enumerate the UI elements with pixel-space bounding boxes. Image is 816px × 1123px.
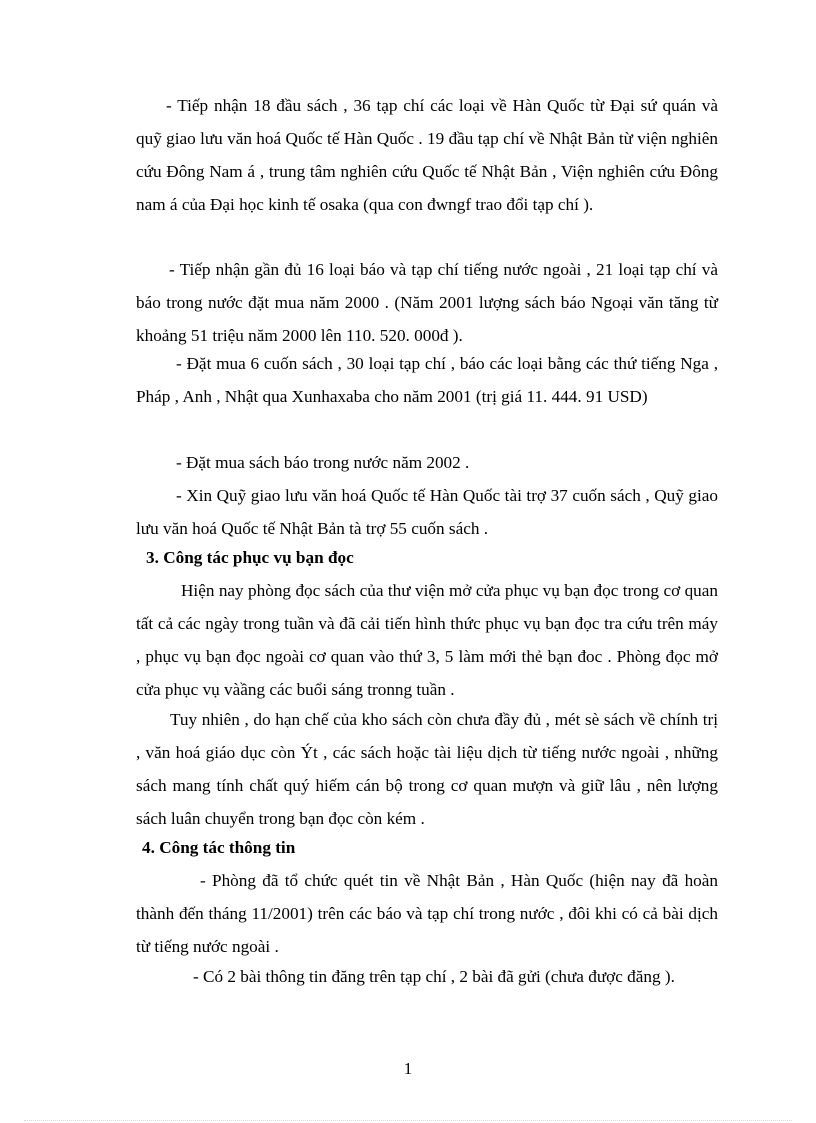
paragraph-reading-room-service: Hiện nay phòng đọc sách của thư viện mở cửa phục vụ bạn đọc trong cơ quan tất cả các ngày trong tuần và đã cải tiến hình thức phục vụ bạn đọc tra cứu trên máy , phục vụ bạn đọc ngoài cơ quan vào thứ 3, 5 làm mới thẻ bạn đoc . Phòng đọc mở cửa phục vụ vàầng các buổi sáng tronng tuần . bbox=[136, 581, 718, 699]
page-number: 1 bbox=[403, 1059, 413, 1078]
paragraph-foreign-newspapers: - Tiếp nhận gần đủ 16 loại báo và tạp chí tiếng nước ngoài , 21 loại tạp chí và báo trong nước đặt mua năm 2000 . (Năm 2001 lượng sách báo Ngoại văn tăng từ khoảng 51 triệu năm 2000 lên 110. 520. 000đ ). bbox=[136, 260, 718, 345]
paragraph-purchase-xunhaxaba: - Đặt mua 6 cuốn sách , 30 loại tạp chí , báo các loại bằng các thứ tiếng Nga , Pháp , Anh , Nhật qua Xunhaxaba cho năm 2001 (trị giá 11. 444. 91 USD) bbox=[136, 354, 718, 406]
paragraph-published-articles: - Có 2 bài thông tin đăng trên tạp chí , 2 bài đã gửi (chưa được đăng ). bbox=[193, 967, 675, 986]
paragraph-foundation-sponsorship: - Xin Quỹ giao lưu văn hoá Quốc tế Hàn Quốc tài trợ 37 cuốn sách , Quỹ giao lưu văn hoá Quốc tế Nhật Bản tà trợ 55 cuốn sách . bbox=[136, 486, 718, 538]
paragraph-domestic-purchase-2002: - Đặt mua sách báo trong nước năm 2002 . bbox=[176, 453, 470, 472]
paragraph-book-reception-korea-japan: - Tiếp nhận 18 đầu sách , 36 tạp chí các loại về Hàn Quốc từ Đại sứ quán và quỹ giao lưu văn hoá Quốc tế Hàn Quốc . 19 đầu tạp chí về Nhật Bản từ viện nghiên cứu Đông Nam á , trung tâm nghiên cứu Quốc tế Nhật Bản , Viện nghiên cứu Đông nam á của Đại học kinh tế osaka (qua con đwngf trao đổi tạp chí ). bbox=[136, 96, 718, 214]
paragraph-limitations: Tuy nhiên , do hạn chế của kho sách còn chưa đầy đủ , mét sè sách về chính trị , văn hoá giáo dục còn Ýt , các sách hoặc tài liệu dịch từ tiếng nước ngoài , những sách mang tính chất quý hiếm cán bộ trong cơ quan mượn và giữ lâu , nên lượng sách luân chuyển trong bạn đọc còn kém . bbox=[136, 710, 718, 828]
paragraph-news-scanning: - Phòng đã tổ chức quét tin về Nhật Bản , Hàn Quốc (hiện nay đã hoàn thành đến tháng 11/2001) trên các báo và tạp chí trong nước , đôi khi có cả bài dịch từ tiếng nước ngoài . bbox=[136, 871, 718, 956]
page-bottom-divider bbox=[24, 1120, 792, 1121]
section-heading-information-work: 4. Công tác thông tin bbox=[142, 838, 296, 857]
section-heading-reader-service: 3. Công tác phục vụ bạn đọc bbox=[146, 548, 354, 567]
